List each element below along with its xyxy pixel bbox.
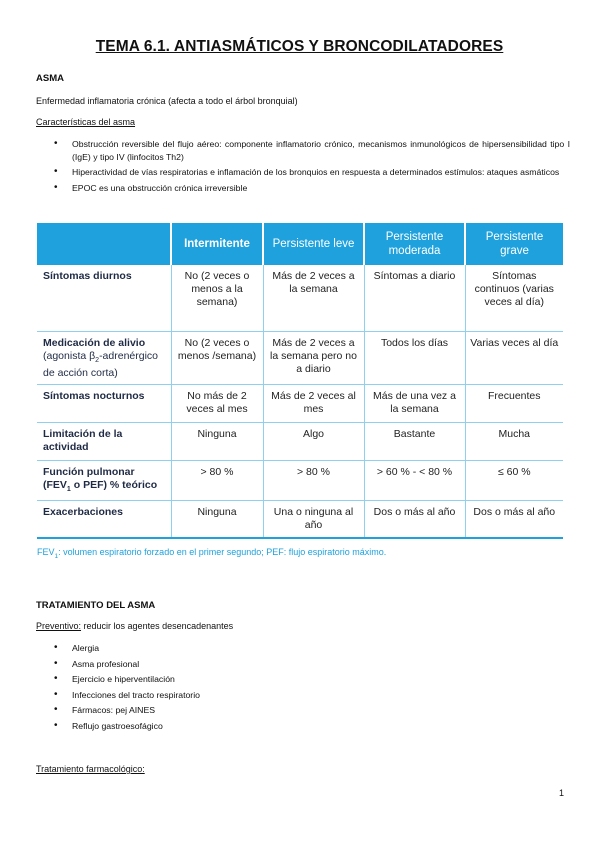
caracteristicas-heading: Características del asma	[36, 117, 136, 127]
table-cell: > 80 %	[263, 460, 364, 500]
table-cell: Ninguna	[171, 500, 263, 538]
row-label-main: Medicación de alivio	[43, 336, 146, 349]
table-cell: Síntomas continuos (varias veces al día)	[465, 265, 563, 331]
asma-definition: Enfermedad inflamatoria crónica (afecta a todo el árbol bronquial)	[36, 96, 298, 106]
preventivo-line	[36, 621, 233, 631]
row-label-main: Función pulmonar	[43, 465, 135, 478]
table-header-cell: Persistente leve	[263, 223, 364, 265]
list-item: • Hiperactividad de vías respiratorias e inflamación de los bronquios en respuesta a determinados estímulos: ataques asmáticos	[50, 166, 570, 179]
table-cell: Más de 2 veces a la semana	[263, 265, 364, 331]
table-cell: Frecuentes	[465, 384, 563, 422]
table-cell: No más de 2 veces al mes	[171, 384, 263, 422]
table-header-row	[37, 223, 563, 265]
table-cell: Algo	[263, 422, 364, 460]
preventivo-label: Preventivo:	[36, 621, 82, 631]
table-cell: Más de 2 veces al mes	[263, 384, 364, 422]
table-cell: Ninguna	[171, 422, 263, 460]
table-cell: Todos los días	[364, 331, 465, 384]
table-footnote: $FEV_1$: volumen espiratorio forzado en el primer segundo; PEF: flujo espiratorio máximo.	[37, 547, 387, 560]
preventivo-list	[50, 642, 570, 735]
row-label-sub: ($FEV_1$ o PEF) % teórico	[43, 478, 158, 493]
farmacologico-heading: Tratamiento farmacológico:	[36, 764, 145, 774]
row-label	[37, 460, 171, 500]
table-row	[37, 500, 563, 538]
table-header-cell: Intermitente	[171, 223, 263, 265]
table-cell: Bastante	[364, 422, 465, 460]
page-number: 1	[558, 788, 564, 798]
tratamiento-heading: TRATAMIENTO DEL ASMA	[36, 600, 156, 611]
table-cell: Más de 2 veces a la semana pero no a diario	[263, 331, 364, 384]
list-item: • Ejercicio e hiperventilación	[50, 673, 570, 686]
list-item: • Reflujo gastroesofágico	[50, 720, 570, 733]
row-label-sub: (agonista $\beta_2$-adrenérgico de acción corta)	[43, 349, 159, 379]
table-row	[37, 460, 563, 500]
table-row	[37, 265, 563, 331]
list-item: • Alergia	[50, 642, 570, 655]
table-cell: No (2 veces o menos /semana)	[171, 331, 263, 384]
table-cell: > 60 % - < 80 %	[364, 460, 465, 500]
list-item: • Obstrucción reversible del flujo aéreo: componente inflamatorio crónico, mecanismos inmunológicos de hipersensibilidad tipo I (IgE) y tipo IV (linfocitos Th2)	[50, 138, 570, 163]
table-row	[37, 331, 563, 384]
table-header-cell: Persistente moderada	[364, 223, 465, 265]
table-cell: > 80 %	[171, 460, 263, 500]
asthma-classification-table	[37, 223, 563, 539]
row-label	[37, 331, 171, 384]
asma-heading: ASMA	[36, 73, 64, 84]
list-item: • Asma profesional	[50, 658, 570, 671]
list-item: • Fármacos: pej AINES	[50, 704, 570, 717]
table-cell: Dos o más al año	[465, 500, 563, 538]
table-cell: Una o ninguna al año	[263, 500, 364, 538]
table-cell: Más de una vez a la semana	[364, 384, 465, 422]
list-item: • EPOC es una obstrucción crónica irreversible	[50, 182, 570, 195]
caracteristicas-list	[50, 138, 570, 197]
table-cell: Varias veces al día	[465, 331, 563, 384]
row-label: Síntomas nocturnos	[37, 384, 171, 422]
table-cell: Dos o más al año	[364, 500, 465, 538]
table-cell: ≤ 60 %	[465, 460, 563, 500]
table-row	[37, 384, 563, 422]
table-row	[37, 422, 563, 460]
row-label: Exacerbaciones	[37, 500, 171, 538]
page-title: TEMA 6.1. ANTIASMÁTICOS Y BRONCODILATADORES	[95, 38, 504, 55]
preventivo-text: reducir los agentes desencadenantes	[81, 621, 234, 631]
table-cell: Síntomas a diario	[364, 265, 465, 331]
row-label: Limitación de la actividad	[37, 422, 171, 460]
table-cell: No (2 veces o menos a la semana)	[171, 265, 263, 331]
table-cell: Mucha	[465, 422, 563, 460]
table-header-cell: Persistente grave	[465, 223, 563, 265]
table-header-cell	[37, 223, 171, 265]
row-label: Síntomas diurnos	[37, 265, 171, 331]
list-item: • Infecciones del tracto respiratorio	[50, 689, 570, 702]
